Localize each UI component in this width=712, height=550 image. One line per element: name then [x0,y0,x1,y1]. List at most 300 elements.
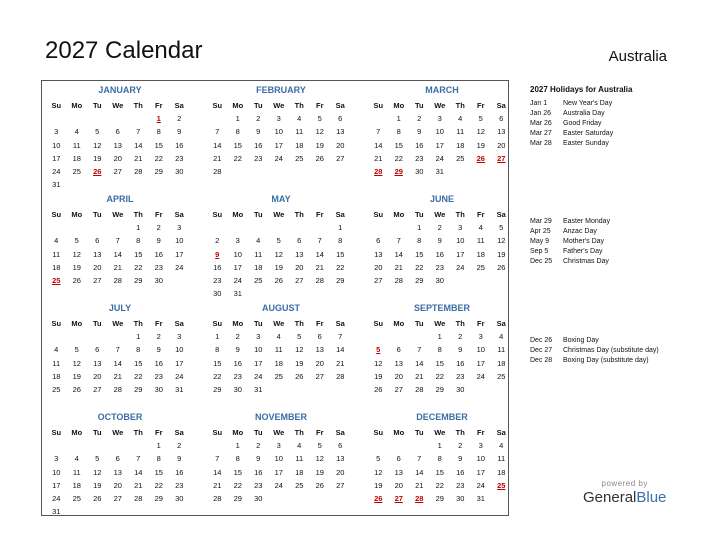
day-cell: 4 [74,127,79,137]
holiday-date: Mar 27 [530,130,552,137]
day-cell: 27 [113,166,122,176]
day-cell: 15 [435,467,444,477]
weekday-header: Su [51,319,62,328]
weekday-header: Mo [393,319,405,328]
day-cell: 11 [52,358,61,368]
weekday-header: Th [294,319,304,328]
day-cell: 26 [374,384,383,394]
weekday-header: Sa [174,210,184,219]
day-cell: 23 [254,480,263,490]
day-cell: 8 [156,127,161,137]
weekday-header: Tu [414,210,424,219]
month-november [207,411,361,505]
weekday-header: Su [51,428,62,437]
empty-cell [87,330,108,343]
day-cell: 1 [156,441,161,451]
weekday-header: Th [294,428,304,437]
weekday-header: Th [455,101,465,110]
day-cell: 9 [156,236,161,246]
day-cell: 12 [274,249,283,259]
day-cell: 28 [134,493,143,503]
day-cell: 9 [177,454,182,464]
month-january [46,84,200,191]
weekday-header: Tu [92,319,102,328]
month-day-grid [46,317,200,396]
day-cell: 26 [315,153,324,163]
day-cell: 16 [175,140,184,150]
day-cell: 8 [396,127,401,137]
day-cell: 7 [317,236,322,246]
day-cell: 3 [177,332,182,342]
day-cell: 13 [336,127,345,137]
day-cell: 19 [274,262,283,272]
empty-cell [67,112,88,125]
day-cell: 16 [456,358,465,368]
empty-cell [248,221,269,234]
day-cell: 14 [394,249,403,259]
empty-cell [368,221,389,234]
day-cell: 23 [254,153,263,163]
day-cell: 24 [274,480,283,490]
day-cell: 2 [177,441,182,451]
day-cell: 4 [54,345,59,355]
weekday-header: Mo [232,101,244,110]
day-cell: 13 [336,454,345,464]
weekday-header: Su [51,210,62,219]
day-cell: 14 [415,358,424,368]
day-cell: 18 [52,371,61,381]
day-cell: 14 [415,467,424,477]
empty-cell [46,221,67,234]
weekday-header: Tu [253,428,263,437]
holiday-name: Boxing Day (substitute day) [563,357,649,364]
day-cell: 11 [295,127,304,137]
day-cell: 11 [72,140,81,150]
weekday-header: Mo [71,101,83,110]
day-cell: 7 [396,236,401,246]
day-cell: 2 [458,441,463,451]
day-cell: 17 [435,140,444,150]
page-title: 2027 Calendar [45,37,203,64]
day-cell: 16 [435,249,444,259]
day-cell: 12 [295,345,304,355]
day-cell: 10 [435,127,444,137]
empty-cell [310,221,331,234]
day-cell: 15 [394,140,403,150]
day-cell: 2 [458,332,463,342]
month-day-grid [46,208,200,287]
month-july [46,302,200,396]
holiday-group [530,99,705,149]
day-cell: 12 [315,454,324,464]
holiday-name: Christmas Day (substitute day) [563,347,659,354]
day-cell: 15 [154,467,163,477]
empty-cell [128,439,149,452]
day-cell: 18 [295,140,304,150]
month-name: DECEMBER [416,412,468,422]
day-cell: 15 [233,140,242,150]
day-cell: 23 [456,371,465,381]
weekday-header: Sa [174,101,184,110]
day-cell: 7 [215,454,220,464]
holiday-day-cell: 27 [394,493,403,503]
day-cell: 30 [213,289,222,299]
holiday-row [530,336,705,346]
day-cell: 17 [274,467,283,477]
day-cell: 27 [113,493,122,503]
day-cell: 20 [93,262,102,272]
day-cell: 28 [315,275,324,285]
month-february [207,84,361,178]
month-name: APRIL [106,194,134,204]
empty-cell [207,221,228,234]
day-cell: 21 [394,262,403,272]
day-cell: 7 [417,345,422,355]
day-cell: 24 [175,262,184,272]
empty-cell [108,439,129,452]
empty-cell [46,439,67,452]
day-cell: 4 [297,441,302,451]
day-cell: 20 [394,480,403,490]
day-cell: 30 [154,275,163,285]
weekday-header: Su [373,428,384,437]
day-cell: 14 [113,358,122,368]
day-cell: 18 [72,153,81,163]
day-cell: 29 [134,275,143,285]
holiday-name: Father's Day [563,248,603,255]
day-cell: 14 [134,467,143,477]
holiday-row [530,227,705,237]
month-name: SEPTEMBER [413,303,470,313]
weekday-header: Fr [316,101,324,110]
day-cell: 10 [52,467,61,477]
day-cell: 2 [437,223,442,233]
holiday-name: Good Friday [563,120,602,127]
day-cell: 25 [254,275,263,285]
day-cell: 19 [72,262,81,272]
day-cell: 30 [175,493,184,503]
day-cell: 20 [113,153,122,163]
empty-cell [389,439,410,452]
day-cell: 17 [476,358,485,368]
day-cell: 3 [437,114,442,124]
day-cell: 3 [235,236,240,246]
holiday-row [530,257,705,267]
day-cell: 10 [476,454,485,464]
day-cell: 22 [233,480,242,490]
day-cell: 6 [297,236,302,246]
day-cell: 26 [93,493,102,503]
month-day-grid [207,426,361,505]
day-cell: 11 [456,127,465,137]
day-cell: 3 [458,223,463,233]
day-cell: 25 [497,371,506,381]
weekday-header: Mo [232,210,244,219]
day-cell: 23 [233,371,242,381]
day-cell: 4 [256,236,261,246]
weekday-header: Sa [496,101,506,110]
weekday-header: We [112,101,124,110]
day-cell: 27 [336,153,345,163]
day-cell: 5 [74,236,79,246]
day-cell: 28 [213,166,222,176]
day-cell: 31 [52,180,61,190]
weekday-header: Fr [316,428,324,437]
day-cell: 20 [394,371,403,381]
day-cell: 9 [156,345,161,355]
day-cell: 22 [154,480,163,490]
holiday-day-cell: 5 [376,345,381,355]
day-cell: 25 [52,384,61,394]
day-cell: 4 [74,454,79,464]
holiday-day-cell: 9 [215,249,220,259]
empty-cell [389,330,410,343]
month-august [207,302,361,396]
day-cell: 9 [458,454,463,464]
day-cell: 4 [54,236,59,246]
weekday-header: We [112,428,124,437]
day-cell: 17 [175,249,184,259]
day-cell: 13 [394,358,403,368]
day-cell: 7 [376,127,381,137]
holiday-date: Jan 1 [530,100,548,107]
day-cell: 10 [476,345,485,355]
day-cell: 20 [336,140,345,150]
day-cell: 15 [233,467,242,477]
empty-cell [289,221,310,234]
day-cell: 13 [295,249,304,259]
day-cell: 12 [72,358,81,368]
day-cell: 29 [154,166,163,176]
weekday-header: Th [455,210,465,219]
day-cell: 29 [134,384,143,394]
day-cell: 29 [336,275,345,285]
day-cell: 28 [415,384,424,394]
day-cell: 3 [54,454,59,464]
day-cell: 9 [235,345,240,355]
day-cell: 23 [154,371,163,381]
day-cell: 4 [499,441,504,451]
empty-cell [87,439,108,452]
day-cell: 30 [233,384,242,394]
holiday-name: Christmas Day [563,258,609,265]
day-cell: 6 [317,332,322,342]
day-cell: 28 [113,275,122,285]
day-cell: 22 [134,262,143,272]
day-cell: 11 [295,454,304,464]
month-day-grid [46,99,200,191]
day-cell: 22 [154,153,163,163]
day-cell: 12 [374,358,383,368]
day-cell: 24 [476,371,485,381]
weekday-header: Th [294,101,304,110]
day-cell: 20 [113,480,122,490]
day-cell: 21 [213,153,222,163]
holiday-name: Australia Day [563,110,605,117]
day-cell: 18 [456,140,465,150]
weekday-header: Su [212,101,223,110]
day-cell: 1 [417,223,422,233]
day-cell: 10 [175,345,184,355]
weekday-header: Fr [155,101,163,110]
day-cell: 19 [295,358,304,368]
day-cell: 20 [295,262,304,272]
day-cell: 3 [256,332,261,342]
day-cell: 27 [394,384,403,394]
holiday-row [530,129,705,139]
weekday-header: Mo [393,210,405,219]
holiday-list-title: 2027 Holidays for Australia [530,85,633,94]
day-cell: 1 [437,441,442,451]
day-cell: 26 [295,371,304,381]
day-cell: 8 [437,345,442,355]
day-cell: 11 [497,454,506,464]
day-cell: 12 [72,249,81,259]
day-cell: 25 [72,166,81,176]
day-cell: 31 [175,384,184,394]
day-cell: 2 [177,114,182,124]
month-march [368,84,522,178]
day-cell: 5 [499,223,504,233]
weekday-header: Su [212,319,223,328]
day-cell: 5 [95,454,100,464]
day-cell: 1 [136,332,141,342]
empty-cell [368,112,389,125]
weekday-header: Mo [393,428,405,437]
day-cell: 4 [297,114,302,124]
weekday-header: We [273,101,285,110]
month-april [46,193,200,287]
day-cell: 23 [175,480,184,490]
day-cell: 28 [336,371,345,381]
day-cell: 5 [297,332,302,342]
month-day-grid [368,208,522,287]
holiday-name: New Year's Day [563,100,613,107]
day-cell: 25 [476,262,485,272]
day-cell: 8 [215,345,220,355]
weekday-header: Fr [316,319,324,328]
day-cell: 5 [317,114,322,124]
day-cell: 21 [134,480,143,490]
day-cell: 23 [175,153,184,163]
day-cell: 17 [254,358,263,368]
day-cell: 29 [435,493,444,503]
day-cell: 6 [95,236,100,246]
day-cell: 21 [315,262,324,272]
day-cell: 1 [235,441,240,451]
day-cell: 22 [336,262,345,272]
day-cell: 17 [175,358,184,368]
day-cell: 11 [254,249,263,259]
day-cell: 28 [213,493,222,503]
day-cell: 24 [476,480,485,490]
day-cell: 5 [95,127,100,137]
brand-name-part2: Blue [636,489,667,506]
day-cell: 2 [417,114,422,124]
day-cell: 13 [113,467,122,477]
day-cell: 29 [435,384,444,394]
month-name: MAY [271,194,291,204]
day-cell: 1 [338,223,343,233]
weekday-header: We [434,428,446,437]
weekday-header: Sa [496,428,506,437]
day-cell: 12 [315,127,324,137]
calendar-grid [41,80,509,516]
empty-cell [67,330,88,343]
empty-cell [389,221,410,234]
weekday-header: Mo [232,428,244,437]
day-cell: 27 [295,275,304,285]
weekday-header: Tu [414,319,424,328]
weekday-header: We [273,319,285,328]
day-cell: 29 [415,275,424,285]
day-cell: 4 [499,332,504,342]
holiday-date: Dec 27 [530,347,553,354]
holiday-date: Jan 26 [530,110,552,117]
day-cell: 16 [254,140,263,150]
holiday-day-cell: 27 [497,153,506,163]
month-september [368,302,522,396]
day-cell: 16 [233,358,242,368]
day-cell: 9 [458,345,463,355]
day-cell: 4 [276,332,281,342]
day-cell: 8 [136,345,141,355]
day-cell: 5 [478,114,483,124]
day-cell: 26 [315,480,324,490]
day-cell: 30 [456,493,465,503]
day-cell: 13 [93,358,102,368]
holiday-name: Easter Sunday [563,140,609,147]
day-cell: 26 [72,275,81,285]
weekday-header: Su [373,210,384,219]
holiday-row [530,356,705,366]
day-cell: 26 [497,262,506,272]
brand-name [583,489,666,506]
empty-cell [228,221,249,234]
day-cell: 23 [435,262,444,272]
day-cell: 4 [458,114,463,124]
day-cell: 16 [154,249,163,259]
day-cell: 25 [456,153,465,163]
holiday-date: Dec 26 [530,337,553,344]
day-cell: 6 [376,236,381,246]
day-cell: 25 [295,153,304,163]
weekday-header: Su [212,428,223,437]
holiday-day-cell: 28 [415,493,424,503]
month-day-grid [368,426,522,505]
day-cell: 27 [93,275,102,285]
day-cell: 25 [295,480,304,490]
day-cell: 21 [415,371,424,381]
day-cell: 23 [213,275,222,285]
day-cell: 28 [113,384,122,394]
day-cell: 26 [72,384,81,394]
day-cell: 22 [213,371,222,381]
day-cell: 6 [338,114,343,124]
day-cell: 10 [456,236,465,246]
day-cell: 15 [134,358,143,368]
day-cell: 1 [396,114,401,124]
day-cell: 13 [315,345,324,355]
month-day-grid [207,317,361,396]
day-cell: 27 [315,371,324,381]
day-cell: 14 [213,140,222,150]
weekday-header: Sa [174,428,184,437]
holiday-row [530,99,705,109]
empty-cell [108,112,129,125]
brand-name-part1: General [583,489,637,506]
day-cell: 3 [177,223,182,233]
